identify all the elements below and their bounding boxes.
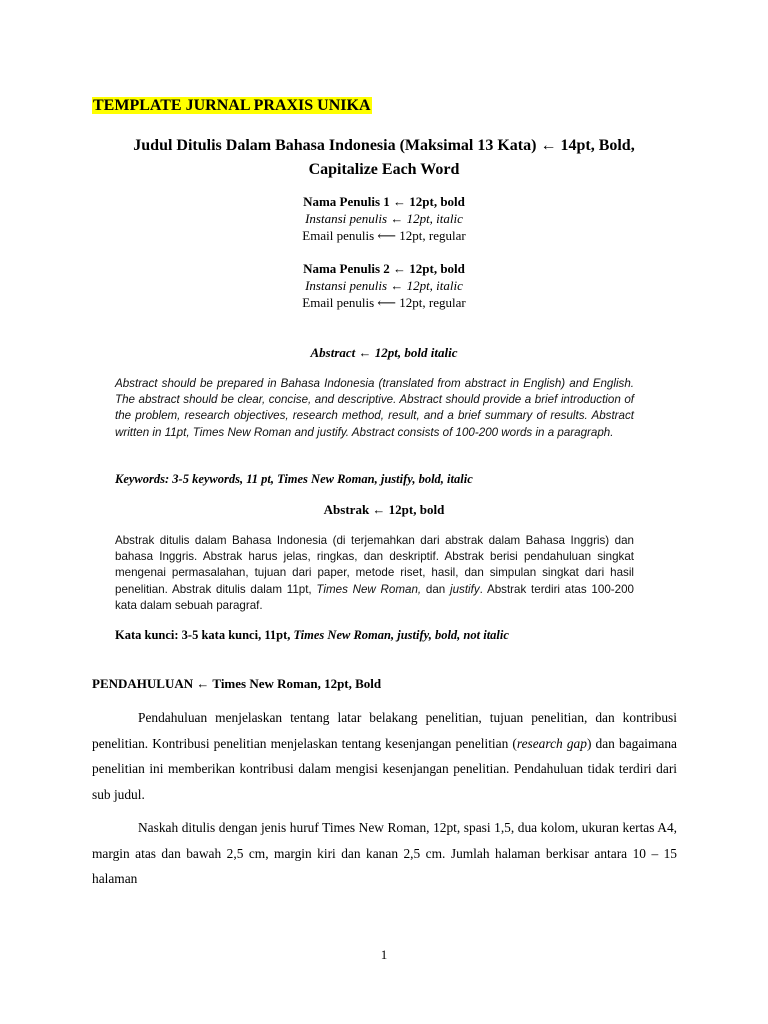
intro-p1-part-1: Pendahuluan menjelaskan tentang latar belakang penelitian, tujuan penelitian, dan kontribusi penelitian. Kontribusi penelitian menjelaskan tentang kesenjangan penelitian ( [92, 710, 677, 751]
abstract-en-text: Abstract should be prepared in Bahasa Indonesia (translated from abstract in English) and English. The abstract should be clear, concise, and descriptive. Abstract should provide a brief introduction of the problem, research objectives, research method, result, and a brief summary of results. Abstract written in 11pt, Times New Roman and justify. Abstract consists of 100-200 words in a paragraph. [115, 377, 634, 439]
author-1-name: Nama Penulis 1 ← 12pt, bold [303, 194, 465, 209]
intro-p1-part-2: ) dan bagaimana penelitian ini memberikan kontribusi dalam mengisi kesenjangan penelitian. Pendahuluan tidak terdiri dari sub judul. [92, 735, 677, 802]
author-2-email: Email penulis ⟵ 12pt, regular [302, 295, 466, 310]
author-1-institution: Instansi penulis ← 12pt, italic [305, 211, 463, 226]
paper-title [80, 134, 688, 182]
abstrak-text-italic-2: justify [450, 582, 480, 596]
template-label-text: TEMPLATE JURNAL PRAXIS UNIKA [93, 97, 371, 114]
intro-p1-italic: research gap [516, 735, 587, 751]
page-number: 1 [380, 947, 388, 962]
abstrak-heading: Abstrak ← 12pt, bold [323, 502, 445, 517]
abstrak-text-part-3: . Abstrak terdiri atas 100-200 kata dalam sebuah paragraf. [115, 582, 634, 612]
kata-kunci-italic: Times New Roman, justify, bold, not italic [293, 628, 509, 642]
keywords-en: Keywords: 3-5 keywords, 11 pt, Times New Roman, justify, bold, italic [115, 472, 473, 486]
title-line-1: Judul Ditulis Dalam Bahasa Indonesia (Maksimal 13 Kata) ← 14pt, Bold, [133, 137, 635, 154]
abstrak-text [115, 533, 634, 614]
author-2 [80, 260, 688, 311]
author-2-institution: Instansi penulis ← 12pt, italic [305, 278, 463, 293]
author-2-name: Nama Penulis 2 ← 12pt, bold [303, 261, 465, 276]
kata-kunci-plain: Kata kunci: 3-5 kata kunci, 11pt, [115, 628, 294, 642]
abstract-heading: Abstract ← 12pt, bold italic [310, 345, 458, 360]
abstrak-text-italic-1: Times New Roman, [316, 582, 422, 596]
template-label [92, 96, 372, 116]
kata-kunci [115, 626, 695, 644]
intro-paragraph-2 [92, 815, 677, 892]
abstrak-text-part-1: Abstrak ditulis dalam Bahasa Indonesia (di terjemahkan dari abstrak dalam Bahasa Inggris) dan bahasa Inggris. Abstrak harus jelas, ringkas, dan deskriptif. Abstrak berisi pendahuluan singkat mengenai permasalahan, tujuan dari paper, metode riset, hasil, dan simpulan singkat dari hasil penelitian. Abstrak ditulis dalam 11pt, [115, 534, 634, 596]
intro-paragraph-1 [92, 705, 677, 807]
title-line-2: Capitalize Each Word [308, 161, 460, 178]
section-heading-pendahuluan: PENDAHULUAN ← Times New Roman, 12pt, Bold [92, 676, 382, 691]
author-1 [80, 193, 688, 244]
intro-p2-text: Naskah ditulis dengan jenis huruf Times New Roman, 12pt, spasi 1,5, dua kolom, ukuran kertas A4, margin atas dan bawah 2,5 cm, margin kiri dan kanan 2,5 cm. Jumlah halaman berkisar antara 10 – 15 halaman [92, 820, 677, 886]
author-1-email: Email penulis ⟵ 12pt, regular [302, 228, 466, 243]
abstrak-text-part-2: dan [421, 582, 450, 596]
